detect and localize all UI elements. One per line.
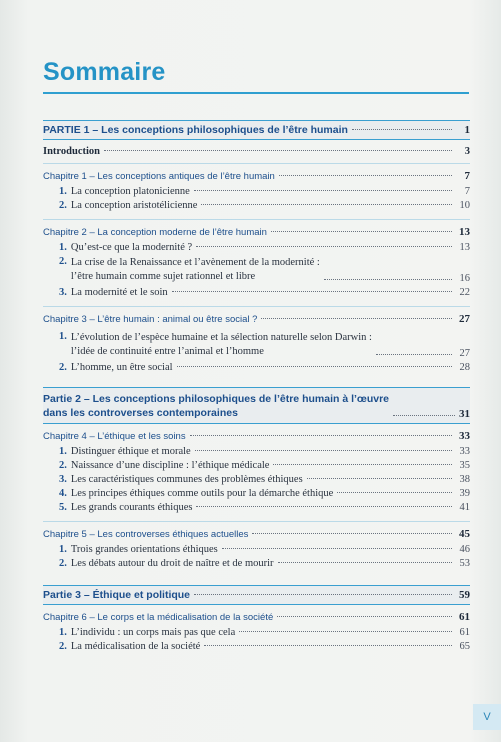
leader-dots bbox=[273, 464, 452, 465]
page-number: 59 bbox=[459, 589, 470, 601]
page-number: 27 bbox=[459, 313, 470, 325]
section-row[interactable] bbox=[43, 460, 470, 471]
leader-dots bbox=[196, 506, 452, 507]
part-label-line-2: dans les controverses contemporaines bbox=[43, 407, 238, 419]
section-label: Les caractéristiques communes des problèmes éthiques bbox=[70, 474, 303, 485]
leader-dots bbox=[376, 354, 452, 355]
section-label: La conception platonicienne bbox=[70, 186, 190, 197]
leader-dots bbox=[252, 533, 452, 534]
introduction-row[interactable] bbox=[43, 146, 470, 157]
section-label: Qu’est-ce que la modernité ? bbox=[70, 242, 193, 253]
leader-dots bbox=[239, 631, 452, 632]
section-label-line-1: La crise de la Renaissance et l’avènement de la modernité : bbox=[70, 257, 320, 268]
section-number: 2. bbox=[59, 558, 67, 569]
part-3-row[interactable] bbox=[43, 589, 470, 601]
section-number: 1. bbox=[59, 331, 67, 342]
leader-dots bbox=[172, 291, 452, 292]
part-2-header bbox=[43, 387, 470, 424]
leader-dots bbox=[195, 450, 452, 451]
leader-dots bbox=[194, 190, 452, 191]
leader-dots bbox=[324, 279, 452, 280]
leader-dots bbox=[204, 645, 452, 646]
section-label: La médicalisation de la société bbox=[70, 641, 201, 652]
page-number: 22 bbox=[459, 287, 470, 298]
section-row[interactable] bbox=[43, 287, 470, 298]
page-number: 61 bbox=[459, 611, 470, 623]
chapter-label: Chapitre 4 – L’éthique et les soins bbox=[43, 431, 186, 442]
chapter-6-row[interactable] bbox=[43, 611, 470, 623]
section-number: 2. bbox=[59, 256, 67, 267]
chapter-2-row[interactable] bbox=[43, 226, 470, 238]
leader-dots bbox=[337, 492, 452, 493]
section-row[interactable] bbox=[43, 544, 470, 555]
leader-dots bbox=[277, 616, 452, 617]
page-number: 16 bbox=[459, 273, 470, 284]
part-label: PARTIE 1 – Les conceptions philosophiques de l’être humain bbox=[43, 124, 348, 136]
leader-dots bbox=[352, 129, 452, 130]
section-row[interactable] bbox=[43, 627, 470, 638]
leader-dots bbox=[279, 175, 452, 176]
section-label: La modernité et le soin bbox=[70, 287, 168, 298]
section-number: 1. bbox=[59, 544, 67, 555]
section-label: Les grands courants éthiques bbox=[70, 502, 193, 513]
section-row[interactable] bbox=[43, 186, 470, 197]
part-3-header bbox=[43, 585, 470, 605]
part-2-row[interactable] bbox=[43, 392, 470, 420]
leader-dots bbox=[261, 318, 452, 319]
section-number: 1. bbox=[59, 446, 67, 457]
page-number: 7 bbox=[464, 170, 470, 182]
chapter-label: Chapitre 2 – La conception moderne de l’être humain bbox=[43, 227, 267, 238]
intro-label: Introduction bbox=[43, 146, 100, 157]
leader-dots bbox=[271, 231, 452, 232]
part-label-line-1: Partie 2 – Les conceptions philosophiques de l’être humain à l’œuvre bbox=[43, 393, 389, 405]
page-number: 41 bbox=[459, 502, 470, 513]
section-label-line-2: l’idée de continuité entre l’animal et l’homme bbox=[70, 346, 264, 357]
section-number: 1. bbox=[59, 627, 67, 638]
section-label: L’individu : un corps mais pas que cela bbox=[70, 627, 236, 638]
page-number: 28 bbox=[459, 362, 470, 373]
page-number: 33 bbox=[459, 430, 470, 442]
leader-dots bbox=[307, 478, 452, 479]
section-row[interactable] bbox=[43, 362, 470, 373]
separator bbox=[43, 521, 470, 522]
page-number: 46 bbox=[459, 544, 470, 555]
page-number: 7 bbox=[464, 186, 470, 197]
chapter-4-row[interactable] bbox=[43, 430, 470, 442]
leader-dots bbox=[278, 562, 452, 563]
leader-dots bbox=[104, 150, 452, 151]
section-number: 1. bbox=[59, 242, 67, 253]
section-row[interactable] bbox=[43, 331, 470, 359]
part-1-header bbox=[43, 120, 470, 140]
leader-dots bbox=[222, 548, 452, 549]
chapter-label: Chapitre 6 – Le corps et la médicalisation de la société bbox=[43, 612, 274, 623]
section-row[interactable] bbox=[43, 558, 470, 569]
title-underline bbox=[43, 92, 469, 94]
leader-dots bbox=[177, 366, 452, 367]
section-label: La conception aristotélicienne bbox=[70, 200, 198, 211]
table-of-contents bbox=[43, 100, 470, 652]
separator bbox=[43, 219, 470, 220]
section-row[interactable] bbox=[43, 446, 470, 457]
leader-dots bbox=[201, 204, 452, 205]
section-row[interactable] bbox=[43, 242, 470, 253]
section-label: L’homme, un être social bbox=[70, 362, 173, 373]
leader-dots bbox=[196, 246, 452, 247]
section-number: 3. bbox=[59, 287, 67, 298]
section-number: 1. bbox=[59, 186, 67, 197]
page-number: 3 bbox=[464, 146, 470, 157]
page-number: 13 bbox=[459, 226, 470, 238]
section-number: 3. bbox=[59, 474, 67, 485]
chapter-label: Chapitre 1 – Les conceptions antiques de l’être humain bbox=[43, 171, 275, 182]
section-label-line-1: L’évolution de l’espèce humaine et la sélection naturelle selon Darwin : bbox=[70, 332, 372, 343]
section-number: 2. bbox=[59, 460, 67, 471]
section-row[interactable] bbox=[43, 256, 470, 284]
chapter-1-row[interactable] bbox=[43, 170, 470, 182]
page-number: 10 bbox=[459, 200, 470, 211]
page-marker: V bbox=[473, 704, 501, 730]
section-label: Naissance d’une discipline : l’éthique médicale bbox=[70, 460, 270, 471]
page-number: 65 bbox=[459, 641, 470, 652]
page-number: 1 bbox=[464, 124, 470, 136]
page-number: 45 bbox=[459, 528, 470, 540]
section-number: 2. bbox=[59, 200, 67, 211]
chapter-label: Chapitre 5 – Les controverses éthiques actuelles bbox=[43, 529, 249, 540]
page-number: 39 bbox=[459, 488, 470, 499]
page-number: 61 bbox=[459, 627, 470, 638]
section-label: Distinguer éthique et morale bbox=[70, 446, 191, 457]
page-title: Sommaire bbox=[43, 58, 166, 86]
section-number: 5. bbox=[59, 502, 67, 513]
chapter-label: Chapitre 3 – L’être humain : animal ou être social ? bbox=[43, 314, 258, 325]
chapter-5-row[interactable] bbox=[43, 528, 470, 540]
section-row[interactable] bbox=[43, 200, 470, 211]
separator bbox=[43, 163, 470, 164]
page-number: 53 bbox=[459, 558, 470, 569]
page-number: 13 bbox=[459, 242, 470, 253]
separator bbox=[43, 306, 470, 307]
section-row[interactable] bbox=[43, 502, 470, 513]
section-label: Les débats autour du droit de naître et de mourir bbox=[70, 558, 274, 569]
section-number: 4. bbox=[59, 488, 67, 499]
section-label: Les principes éthiques comme outils pour la démarche éthique bbox=[70, 488, 334, 499]
page-number: 38 bbox=[459, 474, 470, 485]
section-label-line-2: l’être humain comme sujet rationnel et libre bbox=[70, 271, 256, 282]
leader-dots bbox=[393, 415, 455, 416]
section-row[interactable] bbox=[43, 641, 470, 652]
page-number: 33 bbox=[459, 446, 470, 457]
part-1-row[interactable] bbox=[43, 124, 470, 136]
page-number: 31 bbox=[459, 408, 470, 420]
section-row[interactable] bbox=[43, 488, 470, 499]
leader-dots bbox=[190, 435, 452, 436]
chapter-3-row[interactable] bbox=[43, 313, 470, 325]
section-number: 2. bbox=[59, 362, 67, 373]
page-number: 35 bbox=[459, 460, 470, 471]
leader-dots bbox=[194, 594, 452, 595]
part-label: Partie 3 – Éthique et politique bbox=[43, 589, 191, 601]
section-number: 2. bbox=[59, 641, 67, 652]
section-label: Trois grandes orientations éthiques bbox=[70, 544, 218, 555]
section-row[interactable] bbox=[43, 474, 470, 485]
page-number: 27 bbox=[459, 348, 470, 359]
